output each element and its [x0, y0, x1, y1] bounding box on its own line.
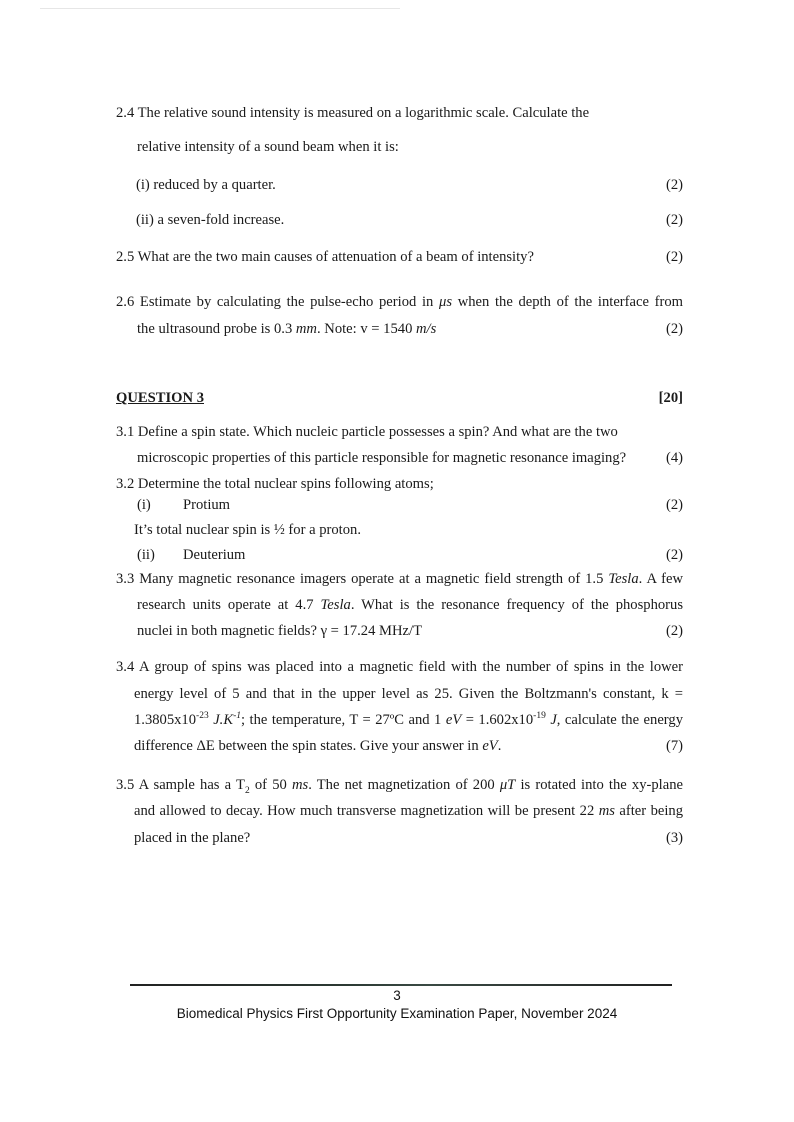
q3-3-line-2	[137, 596, 683, 614]
text-run: J.K	[213, 712, 234, 728]
text-run: It’s total nuclear spin is ½ for a proton.	[134, 522, 361, 538]
page-number: 3	[393, 988, 401, 1003]
text-run: when the depth of the interface from	[452, 294, 683, 310]
q3-2-part-ii-label: Deuterium	[183, 547, 246, 563]
footer-divider	[130, 984, 672, 986]
question-3-heading: QUESTION 3	[116, 390, 204, 406]
q2-5-line-1	[116, 248, 534, 266]
q3-2-part-i-label: Protium	[183, 497, 231, 513]
text-run: J	[550, 712, 557, 728]
text-run: 2.6 Estimate by calculating the pulse-echo period in	[116, 294, 439, 310]
question-3-total: [20]	[658, 390, 683, 406]
text-run: after being	[614, 803, 683, 819]
scan-artifact-line	[40, 8, 400, 9]
q3-3-line-3	[137, 622, 422, 640]
text-run: 2.4 The relative sound intensity is measured on a logarithmic scale. Calculate the	[116, 105, 590, 121]
marks: (2)	[665, 321, 683, 337]
text-run: relative intensity of a sound beam when it is:	[137, 139, 399, 155]
text-run: .	[497, 738, 502, 754]
text-run: . A few	[638, 571, 684, 587]
q3-4-line-4	[134, 737, 501, 755]
text-run: m/s	[416, 321, 437, 337]
text-run: 2	[244, 785, 250, 796]
q3-1-line-2	[137, 449, 626, 467]
q3-4-line-1	[116, 658, 683, 676]
text-run: . Note: v = 1540	[316, 321, 417, 337]
text-run: microscopic properties of this particle responsible for magnetic resonance imaging?	[137, 450, 627, 466]
text-run: 2.5 What are the two main causes of attenuation of a beam of intensity?	[116, 249, 534, 265]
text-run: eV	[482, 738, 498, 754]
q3-2-line-1	[116, 475, 434, 493]
text-run: -19	[533, 711, 546, 722]
text-run: . What is the resonance frequency of the phosphorus	[350, 597, 684, 613]
text-run: ms	[291, 777, 309, 793]
text-run: the ultrasound probe is 0.3	[137, 321, 296, 337]
text-run: (i) reduced by a quarter.	[136, 177, 276, 193]
q3-2-part-ii-number: (ii)	[137, 547, 155, 563]
q3-4-line-3	[134, 711, 683, 729]
text-run: nuclei in both magnetic fields? γ = 17.24 MHz/T	[137, 623, 423, 639]
marks: (2)	[665, 497, 683, 513]
q3-5-line-1	[116, 776, 683, 794]
q3-4-line-2	[134, 685, 683, 703]
text-run: ; the temperature, T = 27ºC and 1	[240, 712, 446, 728]
text-run: Tesla	[320, 597, 351, 613]
q2-4-line-1	[116, 104, 589, 122]
q2-6-line-2	[137, 320, 436, 338]
marks: (3)	[665, 830, 683, 846]
text-run: 3.5 A sample has a T	[116, 777, 245, 793]
text-run: -23	[196, 711, 209, 722]
marks: (2)	[665, 249, 683, 265]
marks: (4)	[665, 450, 683, 466]
marks: (7)	[665, 738, 683, 754]
text-run: 3.2 Determine the total nuclear spins following atoms;	[116, 476, 434, 492]
text-run: (ii) a seven-fold increase.	[136, 212, 285, 228]
text-run: eV	[445, 712, 462, 728]
text-run: is rotated into the xy-plane	[515, 777, 683, 793]
q3-2-note	[134, 521, 361, 539]
text-run: 1.3805x10	[134, 712, 197, 728]
text-run: 3.1 Define a spin state. Which nucleic particle possesses a spin? And what are the two	[116, 424, 618, 440]
q3-5-line-2	[134, 802, 683, 820]
marks: (2)	[665, 547, 683, 563]
q2-4-line-2	[137, 138, 399, 156]
text-run: and allowed to decay. How much transverse magnetization will be present 22	[134, 803, 599, 819]
text-run: , calculate the energy	[556, 712, 683, 728]
marks: (2)	[665, 212, 683, 228]
q3-5-line-3	[134, 829, 250, 847]
text-run: . The net magnetization of 200	[308, 777, 500, 793]
footer-text: Biomedical Physics First Opportunity Examination Paper, November 2024	[176, 1006, 618, 1021]
q3-1-line-1	[116, 423, 618, 441]
q3-3-line-1	[116, 570, 683, 588]
text-run: 3.3 Many magnetic resonance imagers operate at a magnetic field strength of 1.5	[116, 571, 609, 587]
text-run: placed in the plane?	[134, 830, 251, 846]
q2-4-part-ii	[136, 211, 284, 229]
q2-4-part-i	[136, 176, 276, 194]
text-run: 3.4 A group of spins was placed into a magnetic field with the number of spins in the lower	[116, 659, 683, 675]
text-run: = 1.602x10	[461, 712, 534, 728]
text-run: ms	[598, 803, 615, 819]
text-run: μT	[499, 777, 516, 793]
text-run: of 50	[249, 777, 292, 793]
q3-2-part-i-number: (i)	[137, 497, 151, 513]
text-run: mm	[295, 321, 317, 337]
q2-6-line-1	[116, 293, 683, 311]
text-run: Tesla	[608, 571, 639, 587]
text-run: energy level of 5 and that in the upper level as 25. Given the Boltzmann's constant, k =	[134, 686, 683, 702]
text-run: difference ΔE between the spin states. Give your answer in	[134, 738, 483, 754]
text-run: μs	[439, 294, 453, 310]
marks: (2)	[665, 623, 683, 639]
marks: (2)	[665, 177, 683, 193]
text-run: research units operate at 4.7	[137, 597, 321, 613]
text-run: -1	[233, 711, 241, 722]
